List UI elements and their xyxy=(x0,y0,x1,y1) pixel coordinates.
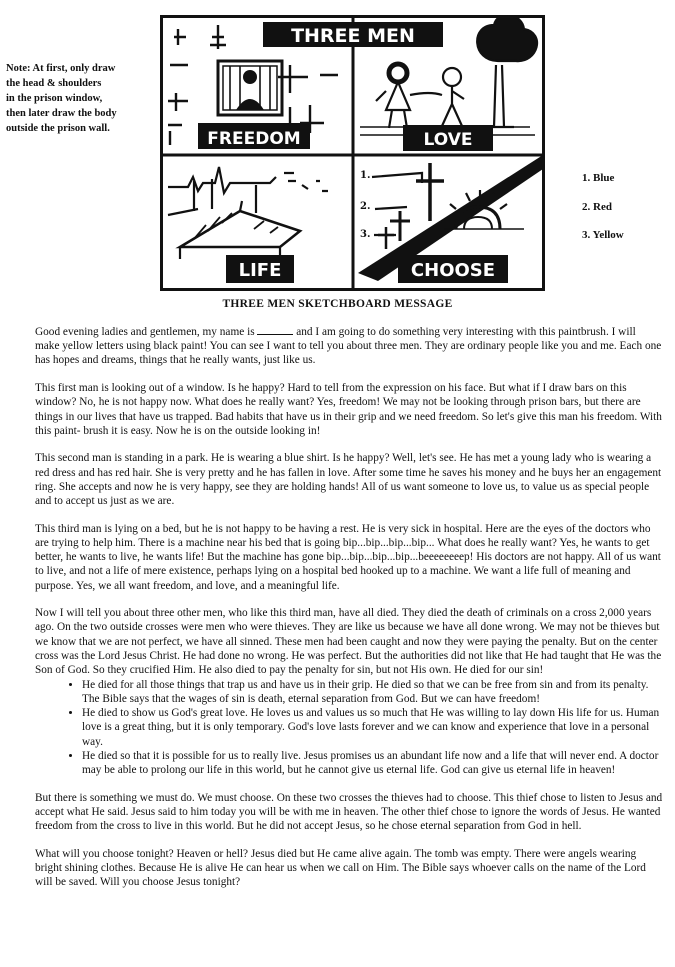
svg-text:1.: 1. xyxy=(360,170,371,181)
page-title: THREE MEN SKETCHBOARD MESSAGE xyxy=(222,298,453,310)
legend-item-red: 2. Red xyxy=(582,201,612,213)
message-body xyxy=(35,324,663,903)
choose-label xyxy=(398,255,508,283)
legend-item-yellow: 3. Yellow xyxy=(582,229,624,241)
paragraph-intro: Good evening ladies and gentlemen, my name is and I am going to do something very interesting with this paintbrush. I will make yellow letters using black paint! You can see I want to tell you about three men. They are ordinary people like you and me. Each one has hopes and dreams, things that he really wants, just like us. xyxy=(35,326,662,367)
name-blank xyxy=(257,324,293,335)
svg-text:2.: 2. xyxy=(360,201,371,212)
paragraph-third-man: This third man is lying on a bed, but he is not happy to be having a rest. He is very sick in hospital. Here are the eyes of the doctors who are trying to help him. There is a machine near his bed that is going bip...bip...bip...bip... What does he really want? Yes, he wants to get better, he wants to live, he wants life! But the machine has gone bip...bip...bip...bip...beeeeeeeep! His doctors are not happy. All of us want to live, and not a life of mere existence, perhaps lying on a hospital bed hooked up to a machine. We want a life full of meaning and purpose. Yes, we all want freedom, and love, and a meaningful life. xyxy=(35,522,661,592)
note-line: outside the prison wall. xyxy=(6,123,110,134)
note-line: in the prison window, xyxy=(6,93,103,104)
note-line: the head & shoulders xyxy=(6,78,102,89)
paragraph-choose: But there is something we must do. We must choose. On these two crosses the thieves had to choose. This thief chose to listen to Jesus and accept what He said. Jesus said to him today you will be with me in heaven. The other thief chose to ignore the words of Jesus. He wanted freedom from the cross to live in this world. But he did not accept Jesus, so he chose eternal separation from God in hell. xyxy=(35,791,663,833)
list-item: • He died for all those things that trap us and have us in their grip. He died so that we can be free from sin and from its penalty. The Bible says that the wages of sin is death, eternal separation from God. But we can have freedom! xyxy=(82,678,663,706)
svg-text:FREEDOM: FREEDOM xyxy=(207,129,301,149)
note-line: Note: At first, only draw xyxy=(6,63,116,74)
paragraph-first-man: This first man is looking out of a window. Is he happy? Hard to tell from the expression on his face. But what if I draw bars on this window? No, he is not happy now. What does he really want? Yes, freedom! We may not be looking through prison bars, but there are things in our lives that have us trapped. Bad habits that have us in their grip and we need freedom. So let's give this man his freedom. With this paint- brush it is easy. Now he is on the outside looking in! xyxy=(35,382,662,437)
list-item: • He died so that it is possible for us to really live. Jesus promises us an abundant life now and a life that will never end. A doctor may be able to prolong our life in this world, but he cannot give us eternal life. God can give us eternal life in heaven! xyxy=(82,749,663,777)
sketchboard-illustration xyxy=(160,15,545,291)
note xyxy=(6,61,156,136)
freedom-label xyxy=(198,123,310,149)
svg-text:3.: 3. xyxy=(360,229,371,240)
heading-banner xyxy=(263,22,443,47)
paragraph-second-man: This second man is standing in a park. He is wearing a blue shirt. Is he happy? Well, let's see. He has met a young lady who is wearing a red dress and has red hair. She is very pretty and he has fallen in love. After some time he saves his money and he buys her an engagement ring. She accepts and now he is very happy, see they are holding hands! All of us want someone to love us, to value us as special people and to accept us just as we are. xyxy=(35,452,662,508)
heading-text: THREE MEN xyxy=(291,25,415,47)
svg-text:LIFE: LIFE xyxy=(238,260,282,281)
legend-item-blue: 1. Blue xyxy=(582,172,615,184)
life-label xyxy=(226,255,294,283)
svg-text:LOVE: LOVE xyxy=(423,130,473,150)
paragraph-three-crosses: Now I will tell you about three other men, who like this third man, have all died. They died the death of criminals on a cross 2,000 years ago. On the two outside crosses were men who were thieves. They are like us because we have all done wrong. We may not be thieves but we know that we are not perfect, we have all sinned. These men had been caught and now they were paying the penalty. But on the center cross was the Lord Jesus Christ. He had done no wrong. He was perfect. But the authorities did not like that He had taught that He was the Son of God. So they crucified Him. He also died to pay the penalty for sin, but not His own. He died for our sin! xyxy=(35,607,662,677)
list-item: • He died to show us God's great love. He loves us and values us so much that He was willing to lay down His life for us. Human love is a great thing, but it is only temporary. God's love lasts forever and we can know and experience that love in a personal way. xyxy=(82,706,663,749)
svg-text:CHOOSE: CHOOSE xyxy=(410,260,496,281)
bullet-list xyxy=(35,678,663,777)
love-label xyxy=(403,125,493,151)
note-line: then later draw the body xyxy=(6,108,117,119)
paragraph-closing: What will you choose tonight? Heaven or hell? Jesus died but He came alive again. The tomb was empty. There were angels wearing bright shining clothes. Because He is alive He can hear us when we call on Him. The Bible says whoever calls on the name of the Lord will be saved. Will you choose Jesus tonight? xyxy=(35,847,646,889)
